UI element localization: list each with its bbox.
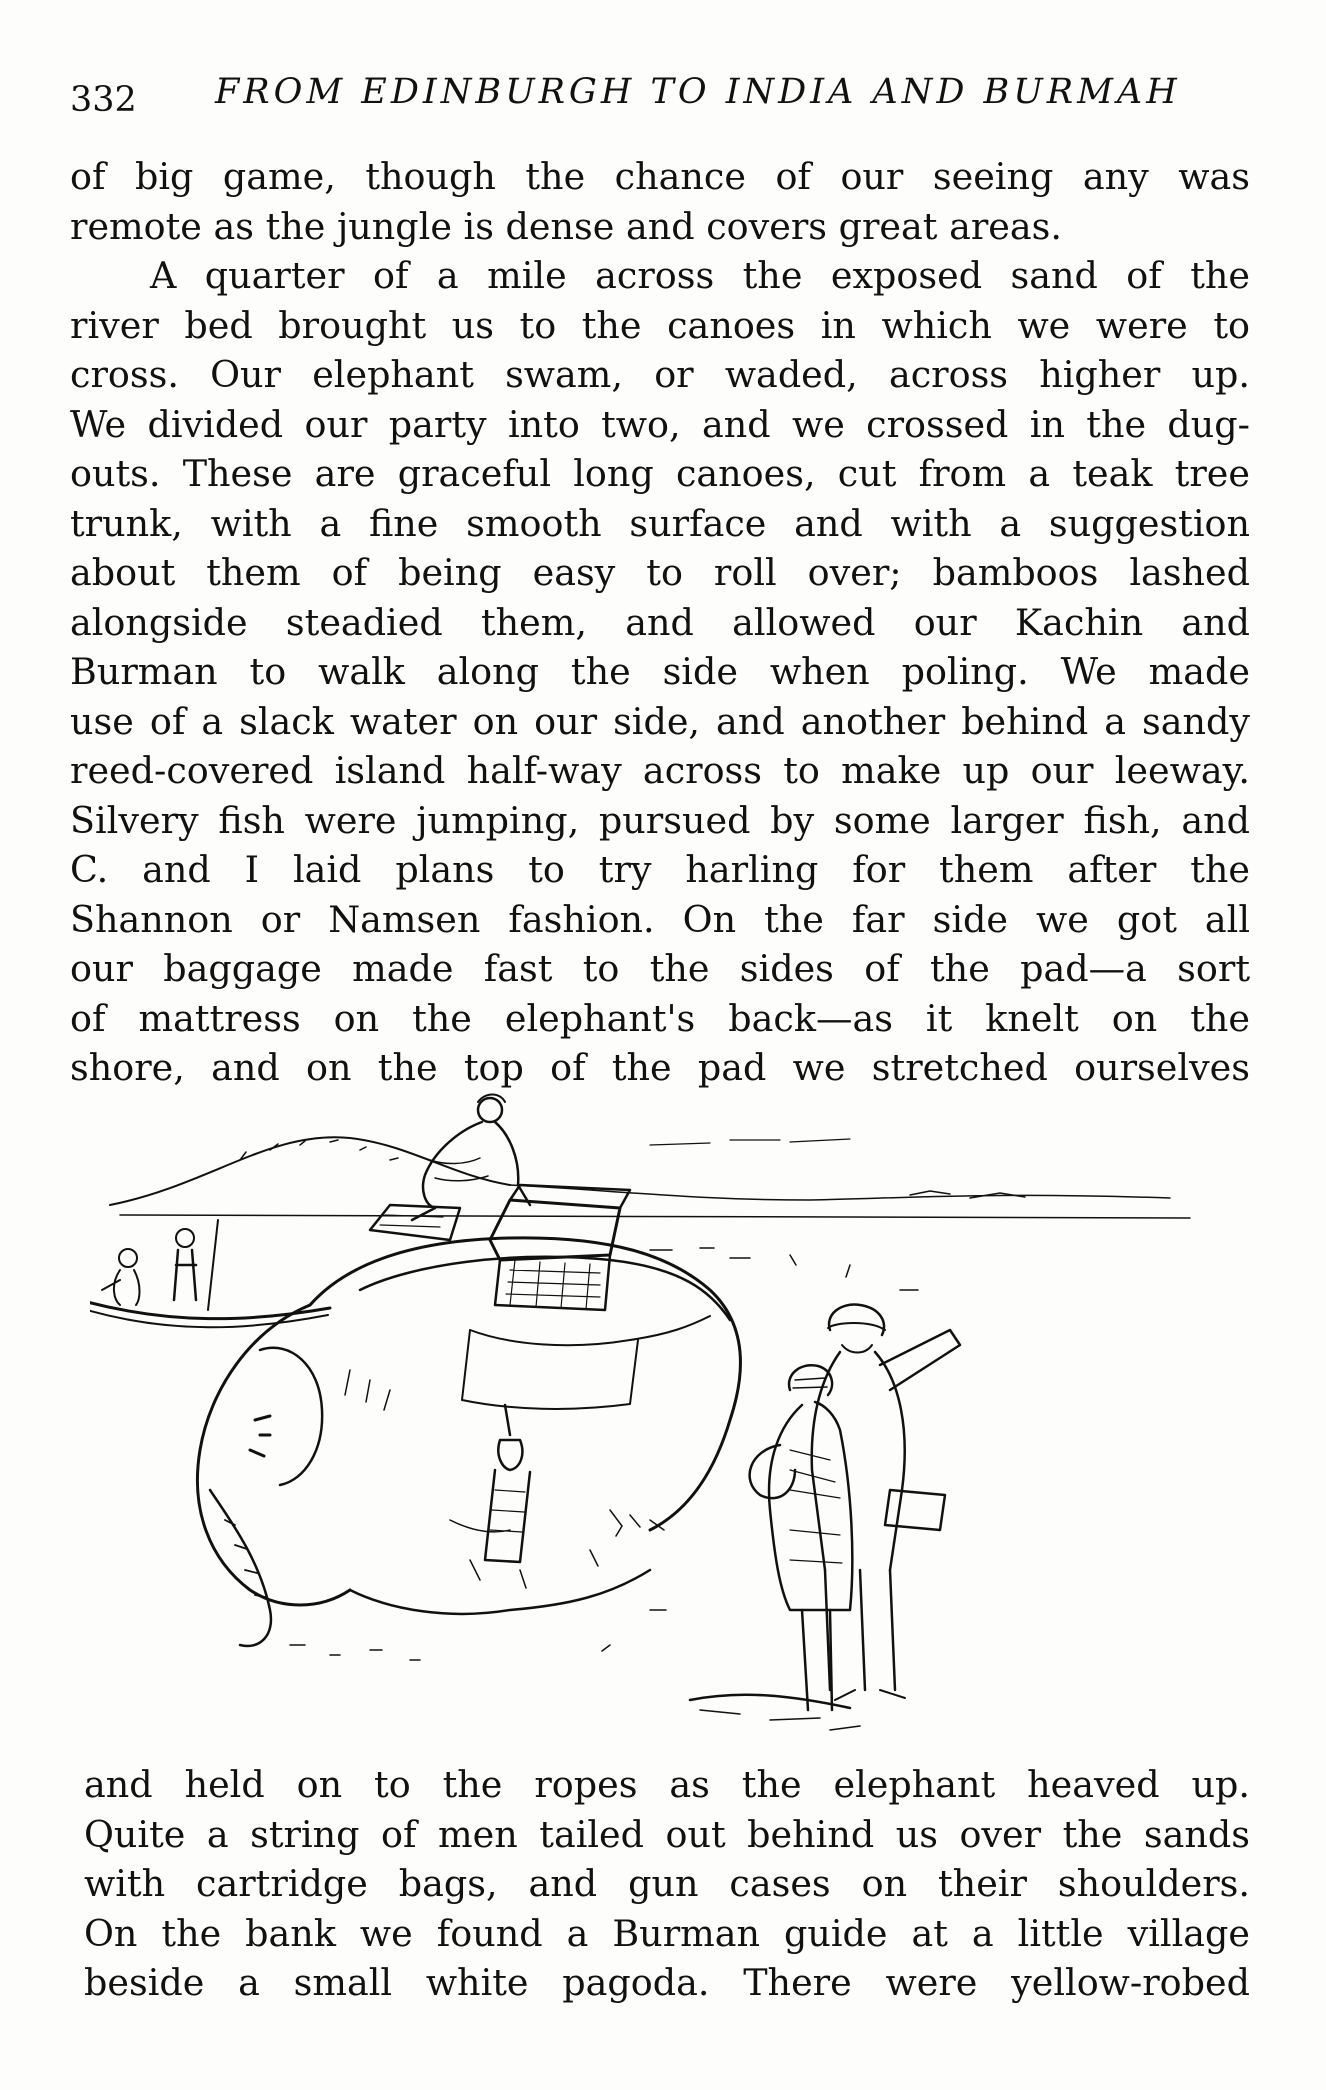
page-number: 332 xyxy=(70,80,137,120)
text-line: of big game, though the chance of our seeing any was xyxy=(70,155,1250,198)
text-line: and held on to the ropes as the elephant heaved up. xyxy=(84,1763,1250,1806)
text-line: On the bank we found a Burman guide at a little village xyxy=(84,1911,1250,1955)
text-line: alongside steadied them, and allowed our Kachin and xyxy=(70,600,1250,644)
text-line: C. and I laid plans to try harling for them after the xyxy=(70,848,1250,891)
elephant-drawing-icon xyxy=(90,1090,1270,1765)
text-line: shore, and on the top of the pad we stretched ourselves xyxy=(70,1046,1250,1089)
text-line: use of a slack water on our side, and another behind a sandy xyxy=(70,699,1250,743)
text-line: Silvery fish were jumping, pursued by some larger fish, and xyxy=(70,798,1250,842)
text-line: outs. These are graceful long canoes, cut from a teak tree xyxy=(70,452,1250,495)
text-line: of mattress on the elephant's back—as it knelt on the xyxy=(70,996,1250,1040)
text-line: trunk, with a fine smooth surface and with a suggestion xyxy=(70,501,1250,545)
body-text-bottom xyxy=(84,1760,1250,2008)
elephant-illustration xyxy=(90,1090,1270,1765)
text-line: Burman to walk along the side when poling. We made xyxy=(70,650,1250,693)
text-line: A quarter of a mile across the exposed sand of the xyxy=(150,254,1250,297)
body-text-top xyxy=(70,152,1250,1093)
text-line: beside a small white pagoda. There were yellow-robed xyxy=(84,1961,1250,2004)
text-line: Shannon or Namsen fashion. On the far side we got all xyxy=(70,897,1250,941)
text-line: Quite a string of men tailed out behind us over the sands xyxy=(84,1812,1250,1856)
page-header xyxy=(70,72,1250,122)
running-title: FROM EDINBURGH TO INDIA AND BURMAH xyxy=(215,72,1181,112)
text-line: We divided our party into two, and we crossed in the dug- xyxy=(70,402,1250,446)
text-line: river bed brought us to the canoes in which we were to xyxy=(70,303,1250,347)
text-line: our baggage made fast to the sides of the pad—a sort xyxy=(70,947,1250,990)
text-line: cross. Our elephant swam, or waded, across higher up. xyxy=(70,353,1250,396)
text-line: with cartridge bags, and gun cases on their shoulders. xyxy=(84,1862,1250,1905)
text-line: remote as the jungle is dense and covers great areas. xyxy=(70,204,1062,248)
text-line: about them of being easy to roll over; bamboos lashed xyxy=(70,551,1250,594)
text-line: reed-covered island half-way across to make up our leeway. xyxy=(70,749,1250,792)
